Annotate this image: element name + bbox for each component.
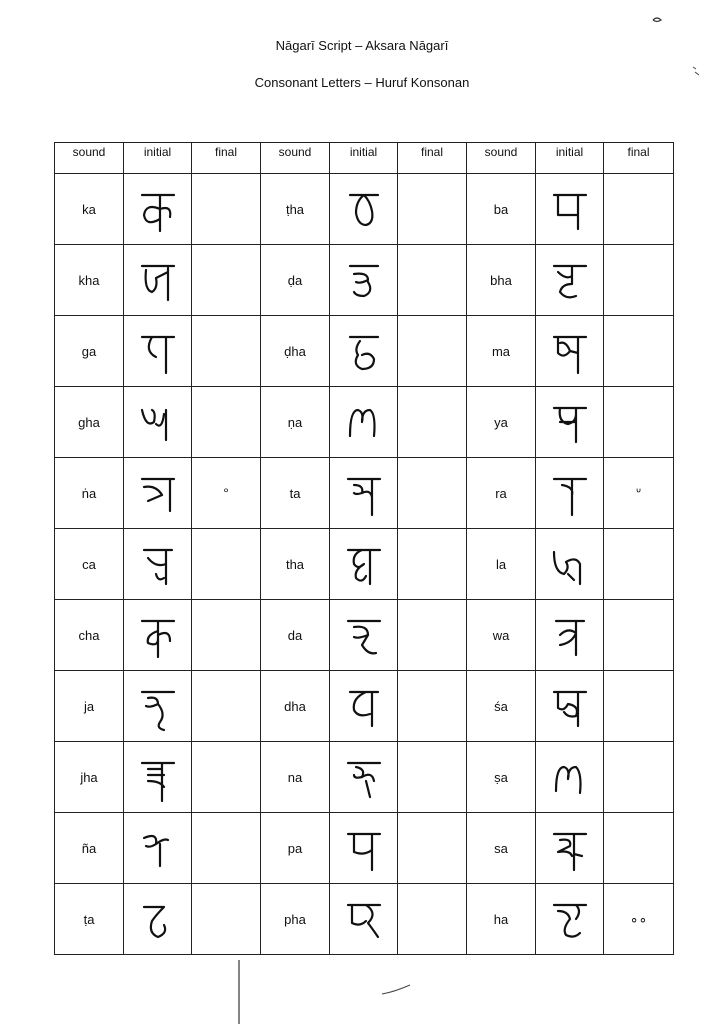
sound-cell: ma [467,316,536,387]
dda-glyph-icon [340,250,388,310]
page-fold-line [236,960,242,1024]
initial-cell [124,245,192,316]
final-cell [604,245,674,316]
initial-cell [124,742,192,813]
sound-cell: ka [55,174,124,245]
sound-cell: pha [261,884,330,955]
ta-glyph-icon [340,463,388,523]
sound-cell: gha [55,387,124,458]
sound-cell: ṣa [467,742,536,813]
sound-cell: ya [467,387,536,458]
table-row [55,813,674,884]
sound-cell: ḍha [261,316,330,387]
nga-glyph-icon [134,463,182,523]
kha-glyph-icon [134,250,182,310]
dha-glyph-icon [340,676,388,736]
initial-cell [536,174,604,245]
tta-glyph-icon [134,889,182,949]
table-row [55,387,674,458]
initial-cell [124,458,192,529]
initial-cell [330,174,398,245]
initial-cell [124,387,192,458]
sound-cell: ra [467,458,536,529]
final-cell [398,458,467,529]
sound-cell: da [261,600,330,671]
table-row [55,529,674,600]
sound-cell: ṭha [261,174,330,245]
ca-glyph-icon [134,534,182,594]
final-cell [604,387,674,458]
table-row [55,458,674,529]
final-cell [398,742,467,813]
final-cell [604,529,674,600]
nna-glyph-icon [340,392,388,452]
sound-cell: kha [55,245,124,316]
initial-cell [536,600,604,671]
sound-cell: jha [55,742,124,813]
col-header-final: final [604,143,674,174]
sound-cell: ḍa [261,245,330,316]
col-header-sound: sound [261,143,330,174]
col-header-final: final [398,143,467,174]
final-cell [398,529,467,600]
final-cell [398,813,467,884]
table-row [55,316,674,387]
sound-cell: tha [261,529,330,600]
initial-cell [330,529,398,600]
sound-cell: ha [467,884,536,955]
ga-glyph-icon [134,321,182,381]
consonant-table [54,142,674,955]
sound-cell: pa [261,813,330,884]
ttha-glyph-icon [340,179,388,239]
header-row [55,143,674,174]
final-cell: ᐡ [604,458,674,529]
nya-glyph-icon [134,818,182,878]
final-cell [192,600,261,671]
initial-cell [330,600,398,671]
initial-cell [330,387,398,458]
table-row [55,671,674,742]
sound-cell: cha [55,600,124,671]
ka-glyph-icon [134,179,182,239]
final-cell [192,813,261,884]
final-cell [398,316,467,387]
sound-cell: wa [467,600,536,671]
final-cell: ° [192,458,261,529]
sound-cell: ga [55,316,124,387]
sound-cell: na [261,742,330,813]
initial-cell [536,671,604,742]
gha-glyph-icon [134,392,182,452]
final-cell [604,600,674,671]
initial-cell [536,245,604,316]
final-cell [398,884,467,955]
scan-artifact [690,64,702,78]
initial-cell [124,813,192,884]
ba-glyph-icon [546,179,594,239]
ja-glyph-icon [134,676,182,736]
initial-cell [124,671,192,742]
sound-cell: ṭa [55,884,124,955]
la-glyph-icon [546,534,594,594]
final-cell [192,884,261,955]
final-cell: ∘∘ [604,884,674,955]
initial-cell [330,813,398,884]
final-cell [398,387,467,458]
final-cell [604,742,674,813]
sound-cell: ca [55,529,124,600]
scan-artifact [380,982,414,998]
ha-glyph-icon [546,889,594,949]
initial-cell [536,316,604,387]
cha-glyph-icon [134,605,182,665]
initial-cell [536,884,604,955]
col-header-sound: sound [467,143,536,174]
final-cell [192,316,261,387]
initial-cell [330,245,398,316]
initial-cell [536,813,604,884]
initial-cell [330,316,398,387]
sa-glyph-icon [546,818,594,878]
initial-cell [536,387,604,458]
sound-cell: ja [55,671,124,742]
pha-glyph-icon [340,889,388,949]
ssa-glyph-icon [546,747,594,807]
initial-cell [536,458,604,529]
col-header-initial: initial [330,143,398,174]
initial-cell [536,529,604,600]
col-header-initial: initial [124,143,192,174]
initial-cell [124,529,192,600]
initial-cell [330,884,398,955]
na-glyph-icon [340,747,388,807]
bha-glyph-icon [546,250,594,310]
col-header-initial: initial [536,143,604,174]
col-header-sound: sound [55,143,124,174]
initial-cell [124,174,192,245]
sound-cell: ṅa [55,458,124,529]
final-cell [604,316,674,387]
final-cell [192,245,261,316]
page-title: Nāgarī Script – Aksara Nāgarī [275,38,449,53]
final-cell [398,174,467,245]
sound-cell: dha [261,671,330,742]
jha-glyph-icon [134,747,182,807]
initial-cell [330,671,398,742]
final-cell [604,671,674,742]
col-header-final: final [192,143,261,174]
scan-artifact [650,14,666,26]
ddha-glyph-icon [340,321,388,381]
sound-cell: ṇa [261,387,330,458]
final-cell [398,600,467,671]
final-cell [398,245,467,316]
final-cell [604,174,674,245]
ra-glyph-icon [546,463,594,523]
wa-glyph-icon [546,605,594,665]
tha-glyph-icon [340,534,388,594]
final-cell [604,813,674,884]
initial-cell [330,742,398,813]
initial-cell [124,600,192,671]
sound-cell: bha [467,245,536,316]
initial-cell [124,316,192,387]
ya-glyph-icon [546,392,594,452]
sound-cell: ta [261,458,330,529]
table-row [55,245,674,316]
table-row [55,600,674,671]
da-glyph-icon [340,605,388,665]
ma-glyph-icon [546,321,594,381]
page-subtitle: Consonant Letters – Huruf Konsonan [254,75,470,90]
final-cell [192,174,261,245]
sound-cell: sa [467,813,536,884]
final-cell [192,387,261,458]
sound-cell: ba [467,174,536,245]
final-cell [192,742,261,813]
table-row [55,174,674,245]
table-row [55,742,674,813]
final-cell [398,671,467,742]
final-cell [192,671,261,742]
initial-cell [536,742,604,813]
table-row [55,884,674,955]
sound-cell: śa [467,671,536,742]
initial-cell [330,458,398,529]
sound-cell: la [467,529,536,600]
final-cell [192,529,261,600]
sha-glyph-icon [546,676,594,736]
pa-glyph-icon [340,818,388,878]
sound-cell: ña [55,813,124,884]
initial-cell [124,884,192,955]
